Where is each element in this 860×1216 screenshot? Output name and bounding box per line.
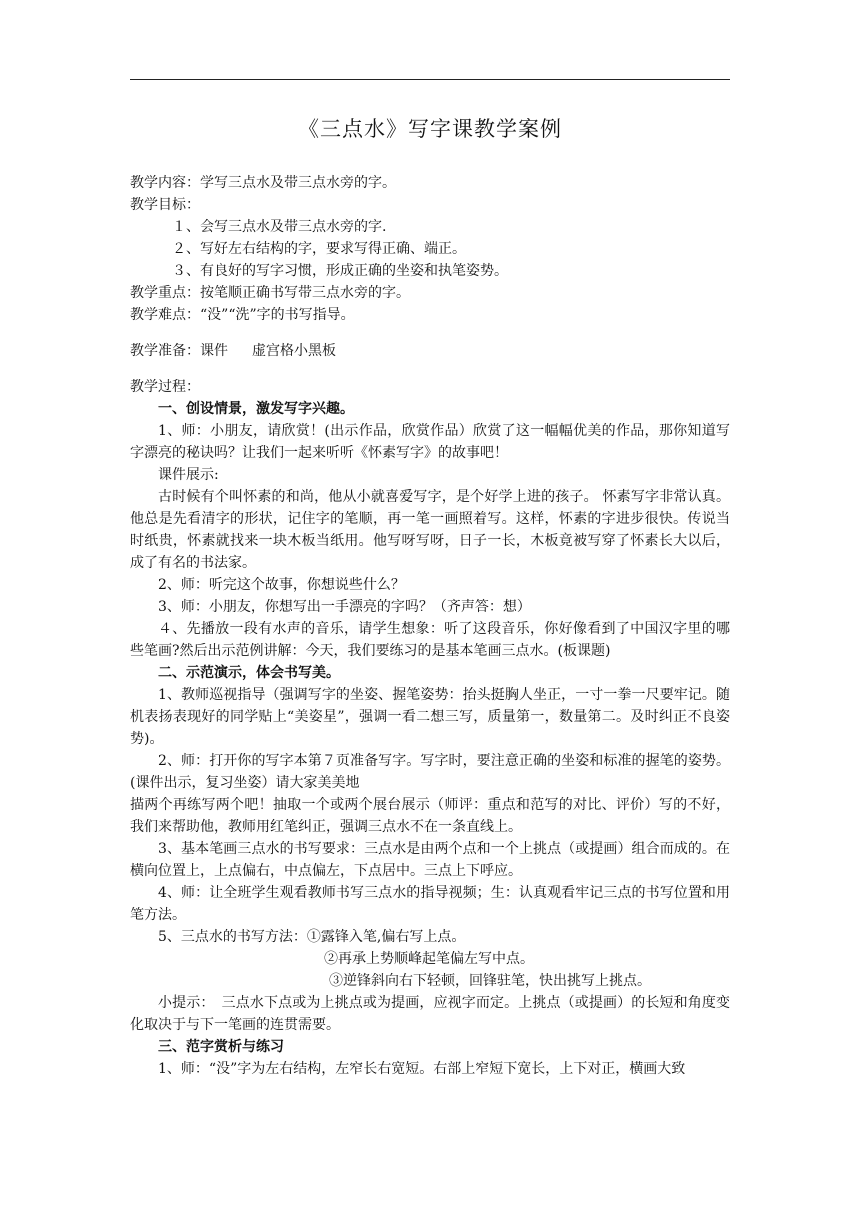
preparation-item: 虚宫格小黑板 [252, 343, 336, 359]
document-body [130, 172, 730, 1080]
section-1-paragraph-1: 1、师：小朋友，请欣赏！(出示作品，欣赏作品）欣赏了这一幅幅优美的作品，那你知道写字漂亮的秘诀吗？让我们一起来听听《怀素写字》的故事吧！ [130, 423, 730, 461]
section-1-paragraph-3: 3、师：小朋友，你想写出一手漂亮的字吗？（齐声答：想） [158, 599, 531, 615]
story-paragraph: 古时候有个叫怀素的和尚，他从小就喜爱写字，是个好学上进的孩子。 怀素写字非常认真。他总是先看清字的形状，记住字的笔顺，再一笔一画照着写。这样，怀素的字进步很快。传说当时纸贵，怀素就找来一块木板当纸用。他写呀写呀，日子一长，木板竟被写穿了怀素长大以后，成了有名的书法家。 [130, 489, 730, 571]
preparation [130, 340, 730, 362]
section-2-paragraph-2: 2、师：打开你的写字本第７页准备写字。写字时，要注意正确的坐姿和标准的握笔的姿势。(课件出示，复习坐姿）请大家美美地 [130, 753, 730, 791]
section-1-title: 一、创设情景，激发写字兴趣。 [158, 401, 354, 417]
difficulty: 教学难点：“没”“洗”字的书写指导。 [130, 307, 355, 323]
tip-paragraph: 小提示： 三点水下点或为上挑点或为提画，应视字而定。上挑点（或提画）的长短和角度变化取决于与下一笔画的连贯需要。 [130, 995, 730, 1033]
teaching-goal-label: 教学目标： [130, 197, 200, 213]
goal-item-1: １、会写三点水及带三点水旁的字. [172, 219, 387, 235]
courseware-label: 课件展示: [158, 467, 219, 483]
section-2-paragraph-5: 5、三点水的书写方法：①露锋入笔,偏右写上点。 [158, 929, 466, 945]
goal-item-3: ３、有良好的写字习惯，形成正确的坐姿和执笔姿势。 [172, 263, 508, 279]
section-2-title: 二、示范演示，体会书写美。 [158, 665, 340, 681]
section-2-paragraph-2-continued: 描两个再练写两个吧！抽取一个或两个展台展示（师评：重点和范写的对比、评价）写的不好，我们来帮助他，教师用红笔纠正，强调三点水不在一条直线上。 [130, 797, 730, 835]
preparation-label: 教学准备：课件 [130, 343, 228, 359]
key-point: 教学重点：按笔顺正确书写带三点水旁的字。 [130, 285, 410, 301]
section-3-title: 三、范字赏析与练习 [158, 1039, 284, 1055]
section-2-paragraph-4: 4、师：让全班学生观看教师书写三点水的指导视频；生：认真观看牢记三点的书写位置和用笔方法。 [130, 885, 730, 923]
section-1-paragraph-4: ４、先播放一段有水声的音乐，请学生想象：听了这段音乐，你好像看到了中国汉字里的哪些笔画?然后出示范例讲解：今天，我们要练习的是基本笔画三点水。(板课题) [130, 621, 730, 659]
goal-item-2: ２、写好左右结构的字，要求写得正确、端正。 [172, 241, 466, 257]
page-title: 《三点水》写字课教学案例 [298, 117, 562, 141]
section-2-paragraph-1: 1、教师巡视指导（强调写字的坐姿、握笔姿势：抬头挺胸人坐正，一寸一拳一尺要牢记。随机表扬表现好的同学贴上“美姿星”，强调一看二想三写，质量第一，数量第二。及时纠正不良姿势)。 [130, 687, 730, 747]
writing-step-3: ③逆锋斜向右下轻顿，回锋驻笔，快出挑写上挑点。 [329, 973, 651, 989]
header-rule [130, 79, 730, 80]
process-label: 教学过程： [130, 379, 200, 395]
writing-step-2: ②再承上势顺峰起笔偏左写中点。 [324, 951, 534, 967]
section-1-paragraph-2: 2、师：听完这个故事，你想说些什么？ [158, 577, 405, 593]
section-2-paragraph-3: 3、基本笔画三点水的书写要求：三点水是由两个点和一个上挑点（或提画）组合而成的。在横向位置上，上点偏右，中点偏左，下点居中。三点上下呼应。 [130, 841, 730, 879]
teaching-content: 教学内容：学写三点水及带三点水旁的字。 [130, 175, 396, 191]
section-3-paragraph-1: 1、师：“没”字为左右结构，左窄长右宽短。右部上窄短下宽长，上下对正，横画大致 [158, 1061, 686, 1077]
